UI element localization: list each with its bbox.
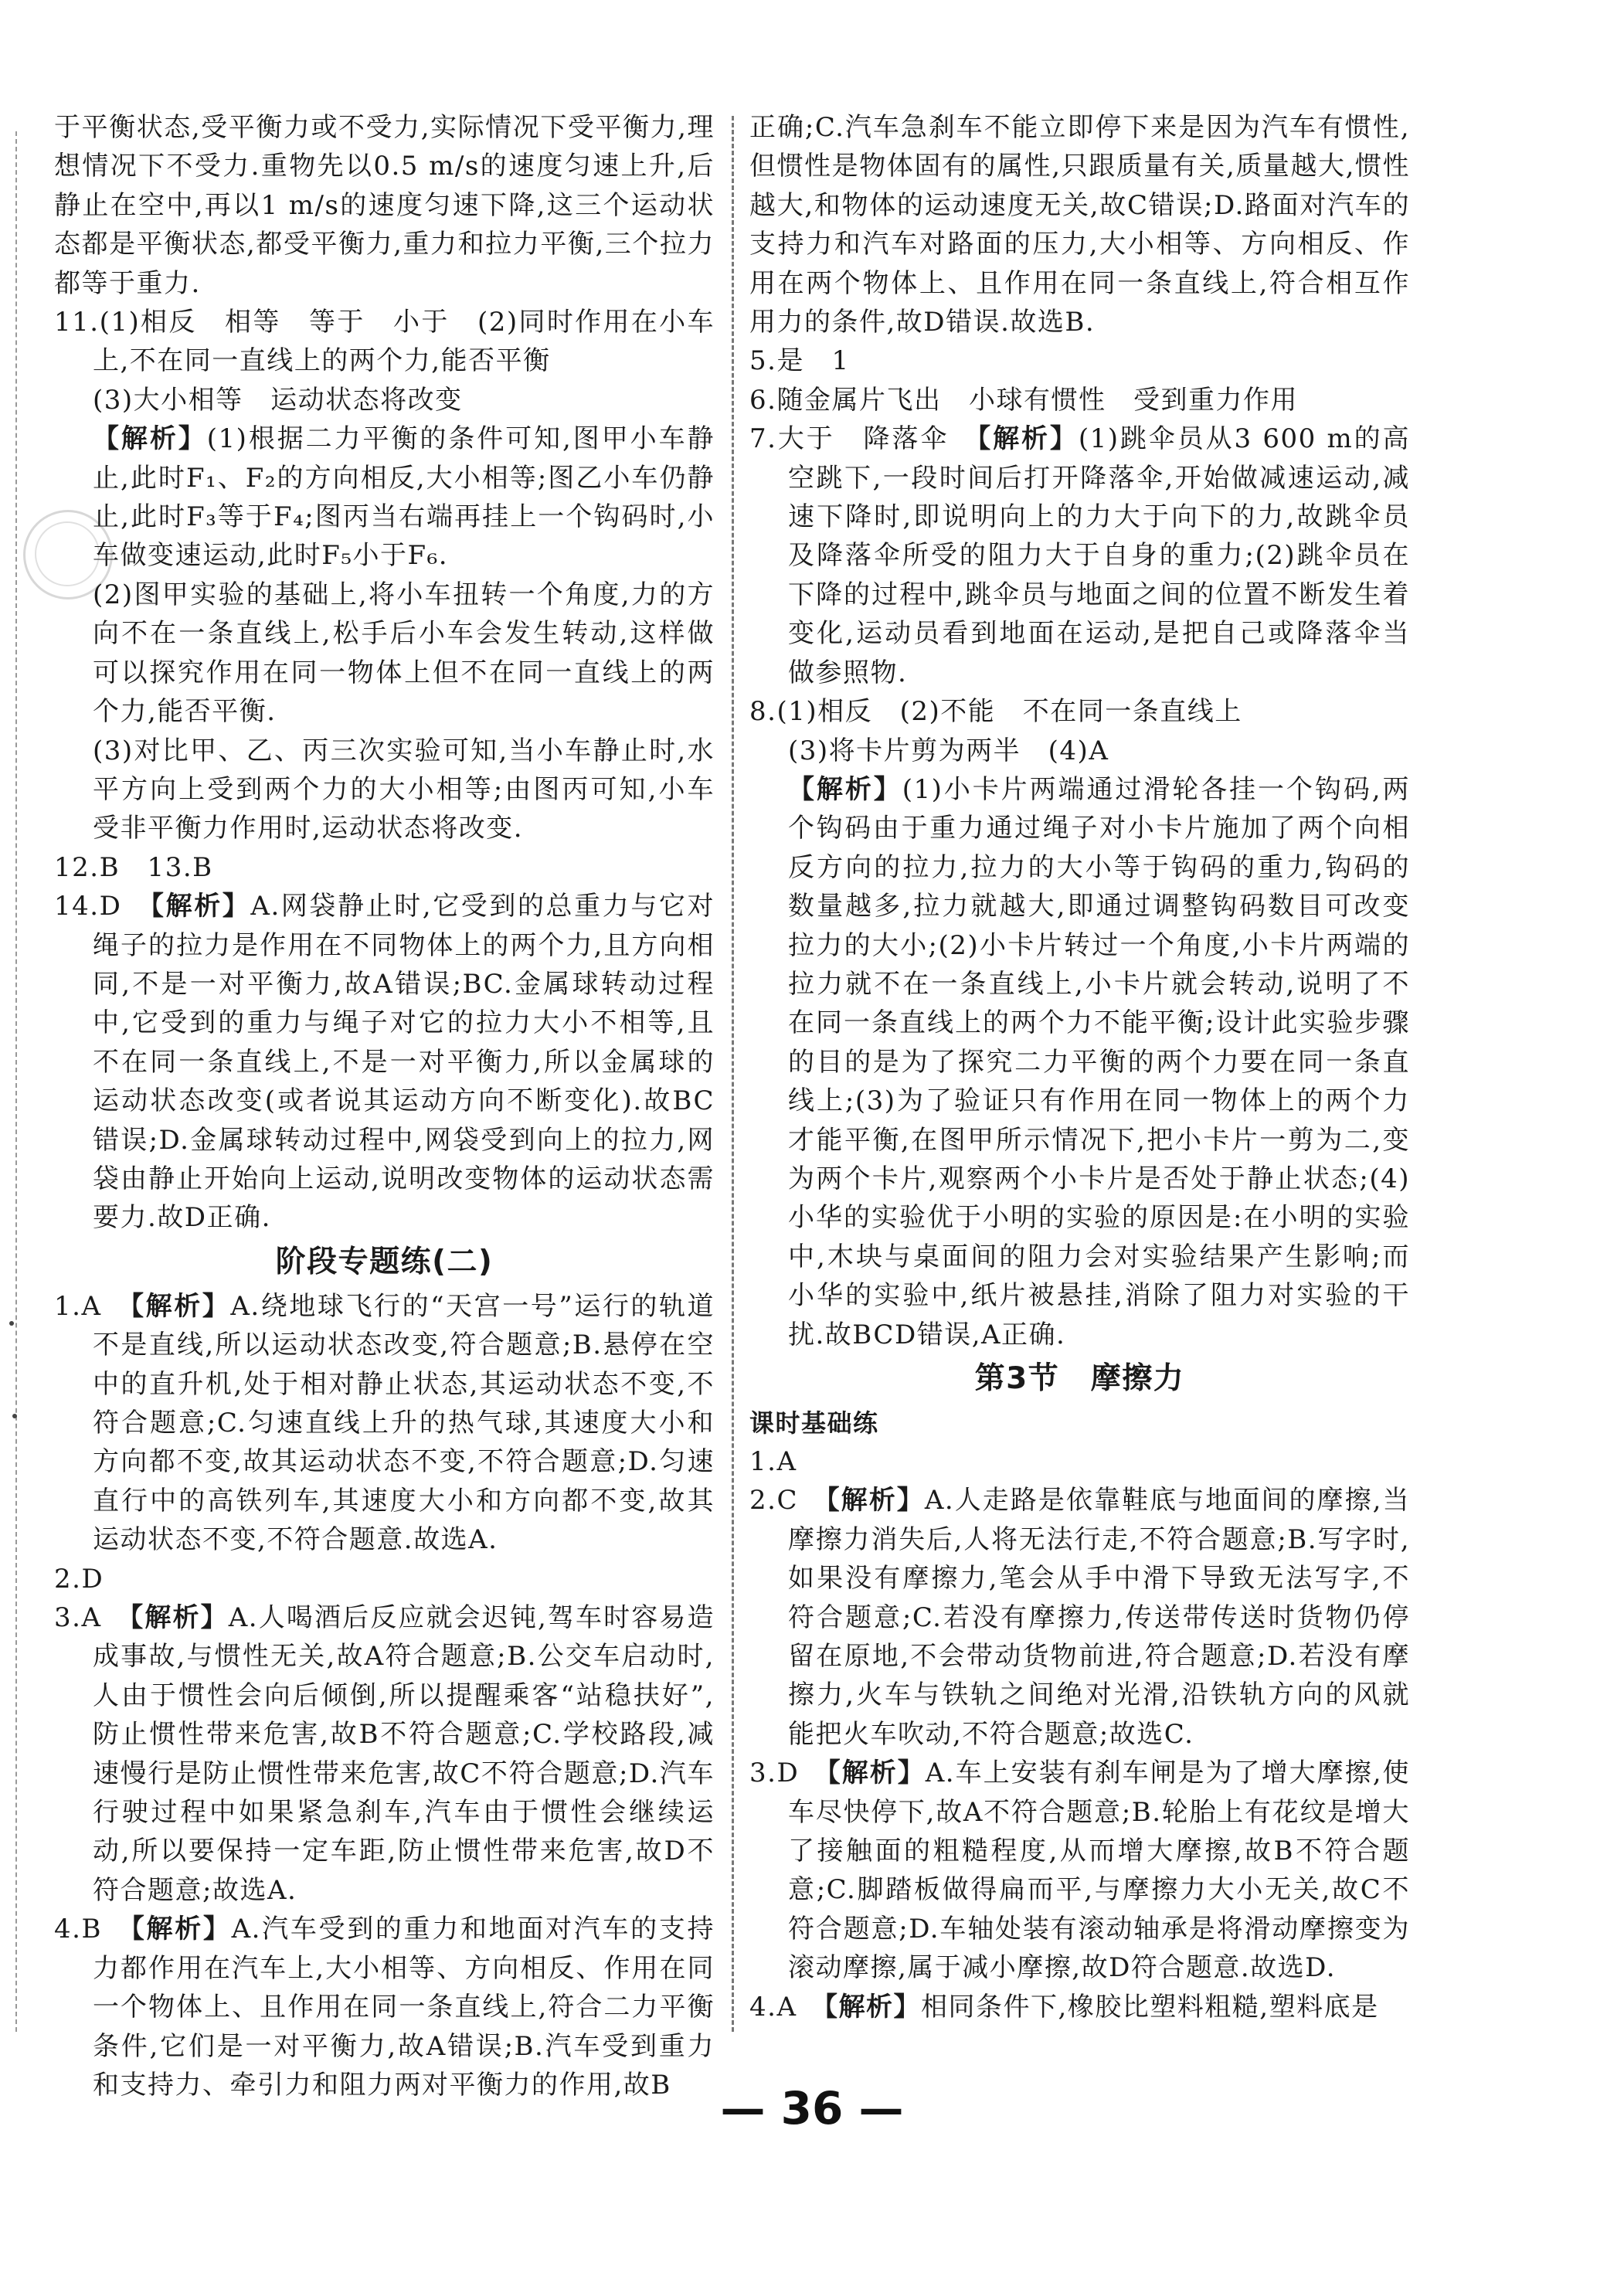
answer-paragraph — [749, 1754, 1410, 1987]
analysis-tag: 【解析】 — [93, 423, 207, 455]
paragraph-text: A.绕地球飞行的“天宫一号”运行的轨道不是直线,所以运动状态改变,符合题意;B.悬停在空中的直升机,处于相对静止状态,其运动状态不变,不符合题意;C.匀速直线上升的热气球,其速度大小和方向都不变,故其运动状态不变,不符合题意;D.匀速直行中的高铁列车,其速度大小和方向都不变,故其运动状态不变,不符合题意.故选A. — [93, 1290, 715, 1556]
answer-label: 4.B — [54, 1914, 131, 1945]
answer-paragraph — [749, 381, 1410, 419]
margin-dot — [9, 1321, 14, 1326]
answer-paragraph — [749, 1442, 1410, 1481]
answer-label: 14.D — [54, 891, 151, 922]
left-column — [54, 108, 715, 2104]
paragraph-text: 第3节 摩擦力 — [974, 1361, 1185, 1396]
answer-paragraph — [749, 692, 1410, 731]
margin-dot — [12, 1414, 17, 1418]
analysis-tag: 【解析】 — [788, 773, 902, 805]
analysis-tag: 【解析】 — [151, 891, 251, 922]
answer-paragraph — [54, 108, 715, 303]
paragraph-text: 正确;C.汽车急刹车不能立即停下来是因为汽车有惯性,但惯性是物体固有的属性,只跟质量有关,质量越大,惯性越大,和物体的运动速度无关,故C错误;D.路面对汽车的支持力和汽车对路面的压力,大小相等、方向相反、作用在两个物体上、且作用在同一条直线上,符合相互作用力的条件,故D错误.故选B. — [749, 112, 1410, 338]
binding-margin-line — [15, 131, 17, 2032]
paragraph-text: 5.是 1 — [749, 345, 850, 377]
answer-paragraph — [749, 108, 1410, 341]
answer-paragraph — [54, 732, 715, 848]
answer-paragraph — [54, 1910, 715, 2104]
answer-paragraph — [749, 732, 1410, 770]
answer-label: 1.A — [54, 1290, 131, 1322]
answer-paragraph — [54, 887, 715, 1238]
answer-paragraph — [54, 848, 715, 887]
answer-paragraph — [749, 1988, 1410, 2026]
paragraph-text: 8.(1)相反 (2)不能 不在同一条直线上 — [749, 696, 1242, 728]
column-divider — [732, 116, 734, 2032]
paragraph-text: (2)图甲实验的基础上,将小车扭转一个角度,力的方向不在一条直线上,松手后小车会发生转动,这样做可以探究作用在同一物体上但不在同一直线上的两个力,能否平衡. — [93, 579, 715, 728]
answer-label: 3.D — [749, 1758, 827, 1789]
paragraph-text: A.汽车受到的重力和地面对汽车的支持力都作用在汽车上,大小相等、方向相反、作用在同一个物体上、且作用在同一条直线上,符合二力平衡条件,它们是一对平衡力,故A错误;B.汽车受到重力和支持力、牵引力和阻力两对平衡力的作用,故B — [93, 1914, 715, 2101]
paragraph-text: 相同条件下,橡胶比塑料粗糙,塑料底是 — [921, 1991, 1379, 2023]
answer-paragraph — [54, 1598, 715, 1910]
analysis-tag: 【解析】 — [827, 1758, 926, 1789]
answer-paragraph — [749, 341, 1410, 380]
paragraph-text: 阶段专题练(二) — [275, 1244, 494, 1279]
answer-paragraph — [54, 1287, 715, 1560]
paragraph-text: (3)大小相等 运动状态将改变 — [93, 384, 463, 416]
analysis-tag: 【解析】 — [131, 1290, 231, 1322]
paragraph-text: (1)跳伞员从3 600 m的高空跳下,一段时间后打开降落伞,开始做减速运动,减速下降时,即说明向上的力大于向下的力,故跳伞员及降落伞所受的阻力大于自身的重力;(2)跳伞员在下降的过程中,跳伞员与地面之间的位置不断发生着变化,运动员看到地面在运动,是把自己或降落伞当做参照物. — [788, 423, 1410, 688]
section-heading — [749, 1357, 1410, 1401]
paragraph-text: (1)根据二力平衡的条件可知,图甲小车静止,此时F₁、F₂的方向相反,大小相等;图乙小车仍静止,此时F₃等于F₄;图丙当右端再挂上一个钩码时,小车做变速运动,此时F₅小于F₆. — [93, 423, 715, 572]
section-heading — [54, 1241, 715, 1284]
answer-paragraph — [54, 576, 715, 732]
paragraph-text: A.车上安装有刹车闸是为了增大摩擦,使车尽快停下,故A不符合题意;B.轮胎上有花纹是增大了接触面的粗糙程度,从而增大摩擦,故B不符合题意;C.脚踏板做得扁而平,与摩擦力大小无关,故C不符合题意;D.车轴处装有滚动轴承是将滑动摩擦变为滚动摩擦,属于减小摩擦,故D符合题意.故选D. — [788, 1758, 1411, 1984]
answer-paragraph — [54, 1560, 715, 1598]
answer-paragraph — [54, 303, 715, 381]
answer-label: 3.A — [54, 1602, 131, 1634]
subsection-heading — [749, 1404, 1410, 1442]
paragraph-text: 于平衡状态,受平衡力或不受力,实际情况下受平衡力,理想情况下不受力.重物先以0.5 m/s的速度匀速上升,后静止在空中,再以1 m/s的速度匀速下降,这三个运动状态都是平衡状态,都受平衡力,重力和拉力平衡,三个拉力都等于重力. — [54, 112, 715, 299]
paragraph-text: A.网袋静止时,它受到的总重力与它对绳子的拉力是作用在不同物体上的两个力,且方向相同,不是一对平衡力,故A错误;BC.金属球转动过程中,它受到的重力与绳子对它的拉力大小不相等,且不在同一条直线上,不是一对平衡力,所以金属球的运动状态改变(或者说其运动方向不断变化).故BC错误;D.金属球转动过程中,网袋受到向上的拉力,网袋由静止开始向上运动,说明改变物体的运动状态需要力.故D正确. — [93, 891, 715, 1234]
right-column — [749, 108, 1410, 2026]
paragraph-text: 12.B 13.B — [54, 851, 213, 883]
answer-paragraph — [749, 1481, 1410, 1754]
analysis-tag: 【解析】 — [826, 1485, 925, 1517]
answer-paragraph — [54, 381, 715, 419]
paragraph-text: 6.随金属片飞出 小球有惯性 受到重力作用 — [749, 384, 1298, 416]
paragraph-text: 2.D — [54, 1563, 104, 1595]
paragraph-text: 1.A — [749, 1446, 797, 1477]
answer-paragraph — [749, 770, 1410, 1354]
answer-label: 4.A — [749, 1991, 824, 2023]
paragraph-text: (3)将卡片剪为两半 (4)A — [788, 735, 1109, 766]
answer-label: 7.大于 降落伞 — [749, 423, 978, 455]
answer-paragraph — [54, 419, 715, 576]
page-number: — 36 — — [720, 2082, 904, 2135]
analysis-tag: 【解析】 — [130, 1602, 229, 1634]
analysis-tag: 【解析】 — [824, 1991, 921, 2023]
paragraph-text: A.人走路是依靠鞋底与地面间的摩擦,当摩擦力消失后,人将无法行走,不符合题意;B.写字时,如果没有摩擦力,笔会从手中滑下导致无法写字,不符合题意;C.若没有摩擦力,传送带传送时货物仍停留在原地,不会带动货物前进,符合题意;D.若没有摩擦力,火车与铁轨之间绝对光滑,沿铁轨方向的风就能把火车吹动,不符合题意;故选C. — [788, 1485, 1411, 1750]
answer-paragraph — [749, 419, 1410, 692]
answer-label: 2.C — [749, 1485, 827, 1517]
paragraph-text: 课时基础练 — [749, 1408, 879, 1438]
paragraph-text: A.人喝酒后反应就会迟钝,驾车时容易造成事故,与惯性无关,故A符合题意;B.公交车启动时,人由于惯性会向后倾倒,所以提醒乘客“站稳扶好”,防止惯性带来危害,故B不符合题意;C.学校路段,减速慢行是防止惯性带来危害,故C不符合题意;D.汽车行驶过程中如果紧急刹车,汽车由于惯性会继续运动,所以要保持一定车距,防止惯性带来危害,故D不符合题意;故选A. — [93, 1602, 715, 1906]
analysis-tag: 【解析】 — [131, 1914, 232, 1945]
paragraph-text: (3)对比甲、乙、丙三次实验可知,当小车静止时,水平方向上受到两个力的大小相等;由图丙可知,小车受非平衡力作用时,运动状态将改变. — [93, 735, 715, 844]
paragraph-text: (1)小卡片两端通过滑轮各挂一个钩码,两个钩码由于重力通过绳子对小卡片施加了两个向相反方向的拉力,拉力的大小等于钩码的重力,钩码的数量越多,拉力就越大,即通过调整钩码数目可改变拉力的大小;(2)小卡片转过一个角度,小卡片两端的拉力就不在一条直线上,小卡片就会转动,说明了不在同一条直线上的两个力不能平衡;设计此实验步骤的目的是为了探究二力平衡的两个力要在同一条直线上;(3)为了验证只有作用在同一物体上的两个力才能平衡,在图甲所示情况下,把小卡片一剪为二,变为两个卡片,观察两个小卡片是否处于静止状态;(4)小华的实验优于小明的实验的原因是:在小明的实验中,木块与桌面间的阻力会对实验结果产生影响;而小华的实验中,纸片被悬挂,消除了阻力对实验的干扰.故BCD错误,A正确. — [788, 773, 1411, 1350]
paragraph-text: 11.(1)相反 相等 等于 小于 (2)同时作用在小车上,不在同一直线上的两个力,能否平衡 — [54, 307, 715, 377]
analysis-tag: 【解析】 — [977, 423, 1079, 455]
